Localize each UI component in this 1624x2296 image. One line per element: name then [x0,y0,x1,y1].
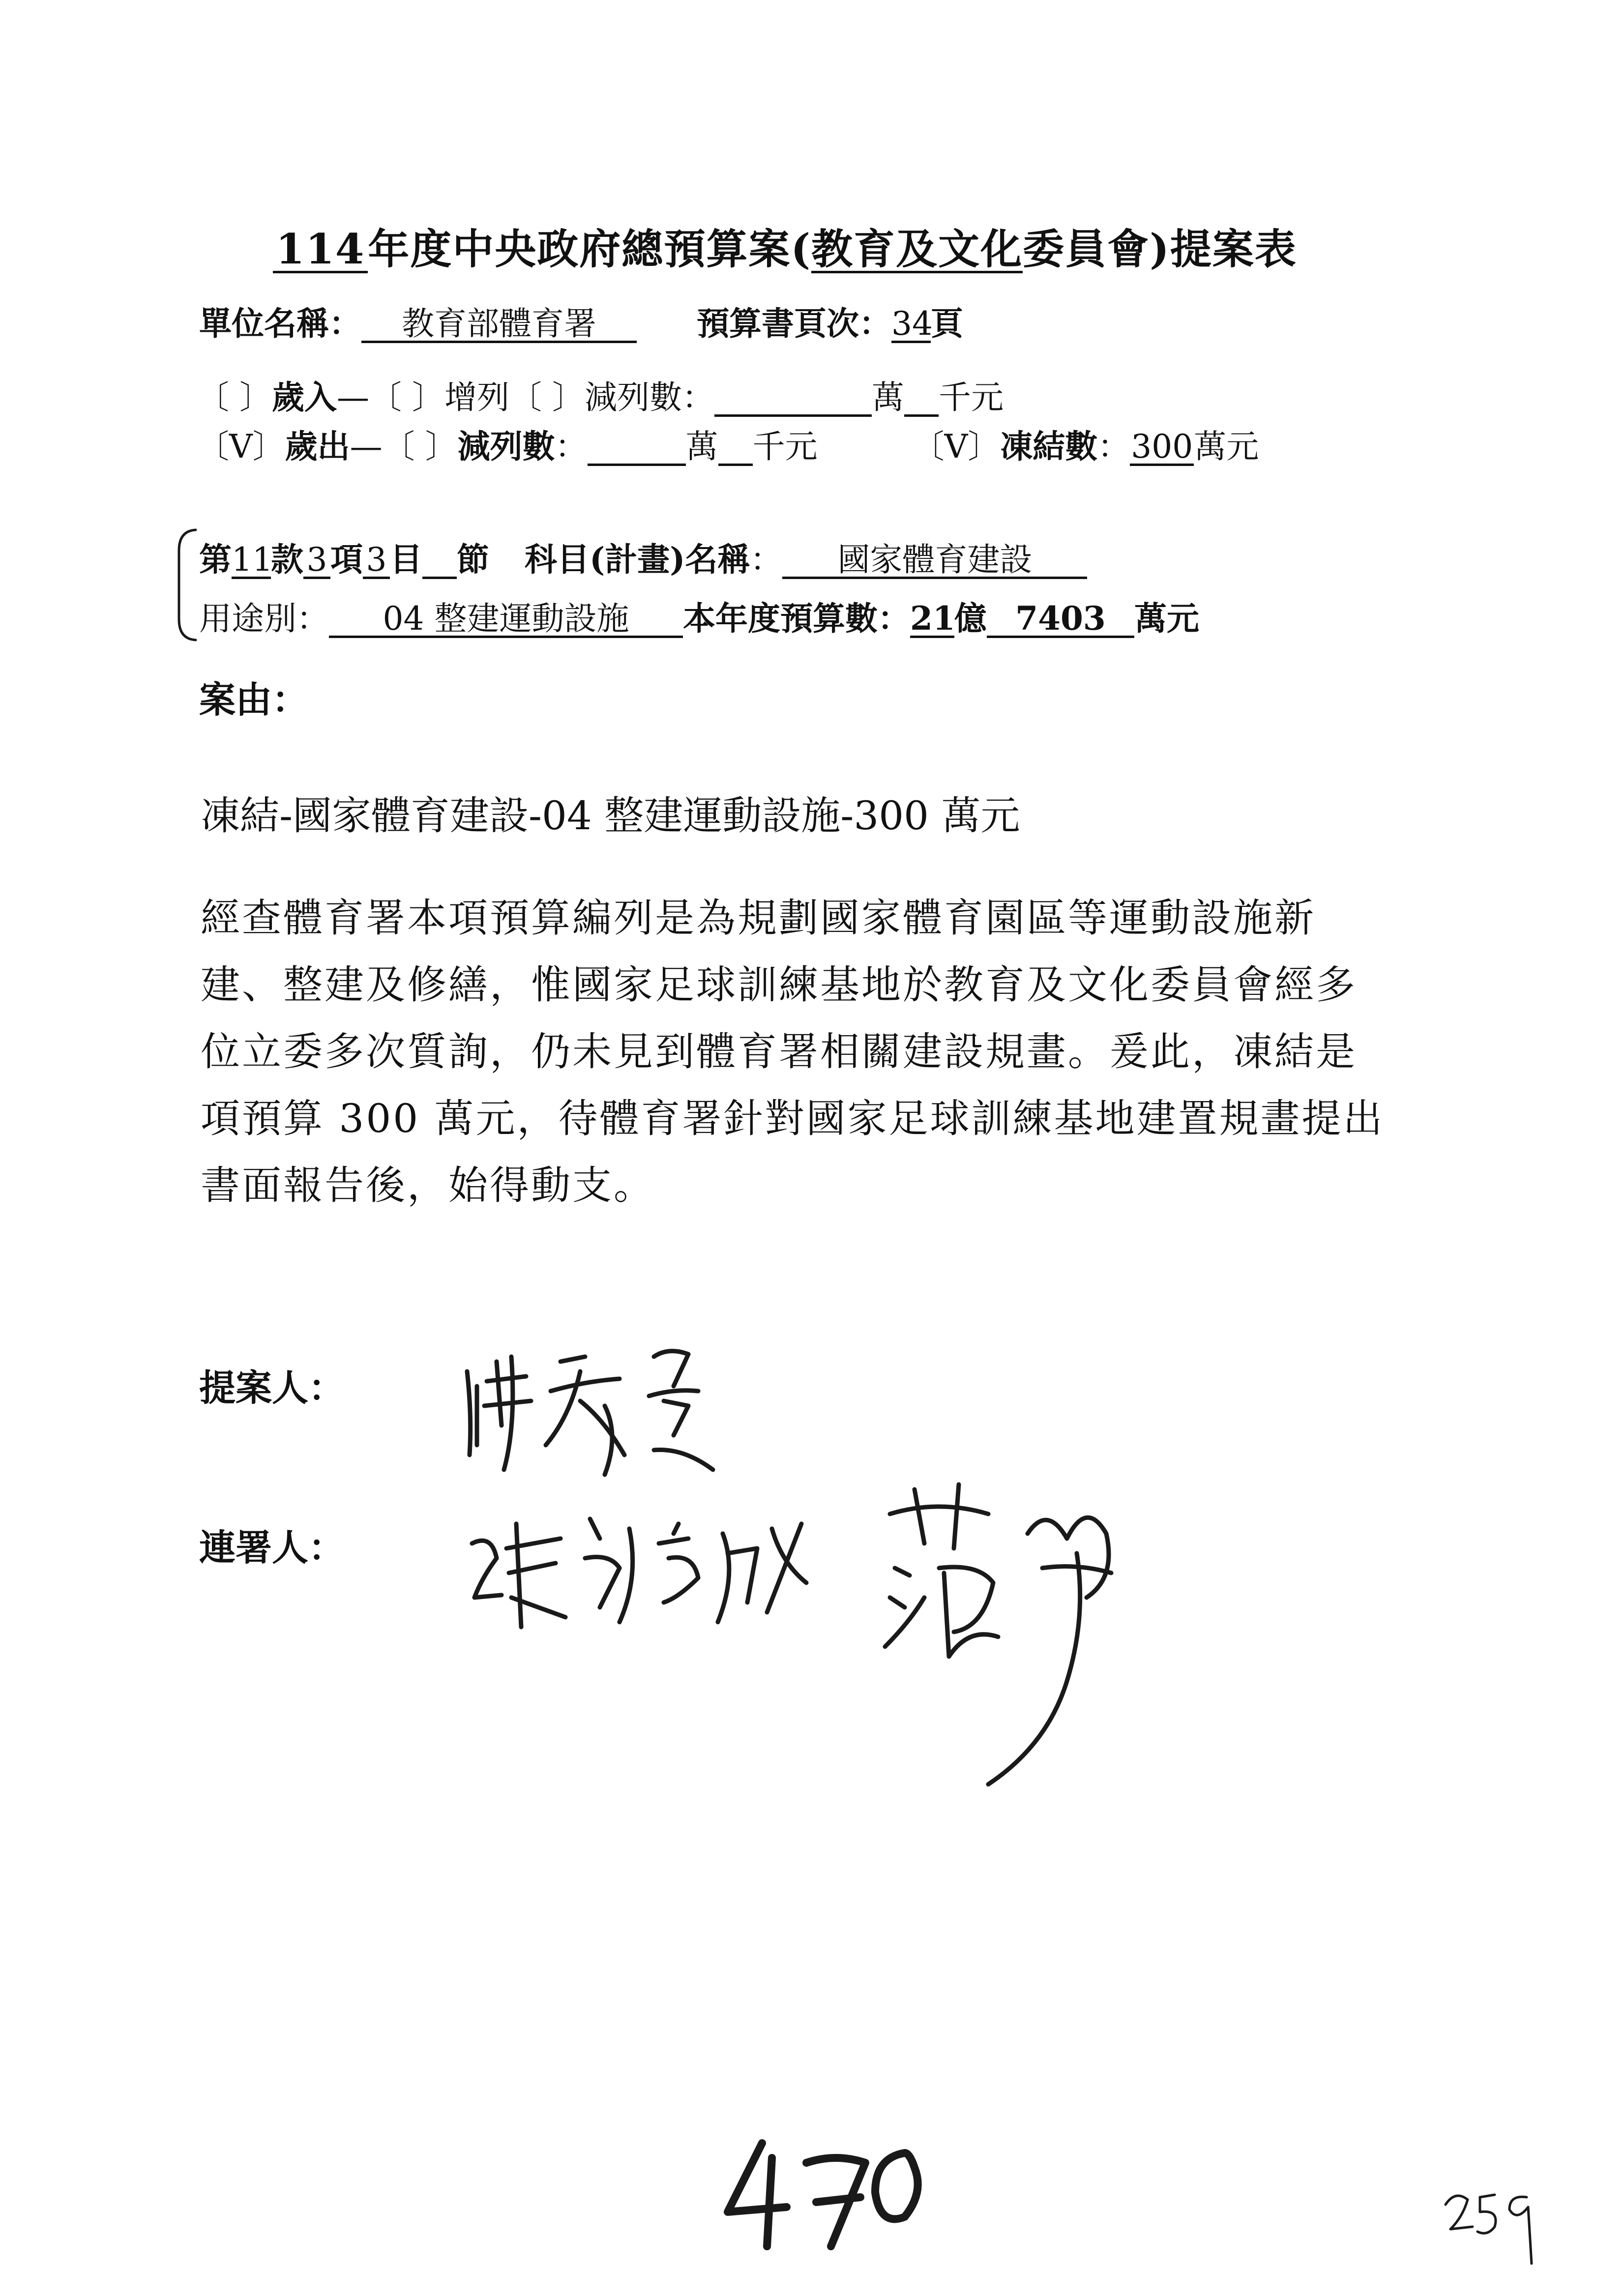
unit-value: 教育部體育署 [361,307,637,343]
expense-wan-blank [588,430,686,466]
subject-mu-no: 3 [363,543,390,579]
income-mark: 〔 〕 [197,378,272,416]
income-label: 歲入 [271,378,337,416]
expense-qian-blank [718,430,753,466]
page-value: 34 [891,305,933,343]
subject-xiang: 項 [330,540,363,579]
page-label: 預算書頁次： [696,304,891,343]
title-part1: 年度中央政府總預算案( [368,225,812,273]
handwritten-number [718,2133,934,2251]
proposer-label: 提案人： [199,1367,345,1409]
usage-label: 用途別： [199,600,329,638]
expense-reduce-mark: 〔 〕 [382,428,458,465]
freeze-label: 凍結數 [1000,427,1098,465]
expense-label: 歲出 [285,427,350,465]
expense-colon: ： [555,428,588,465]
income-reduce-label: 減列數： [584,378,714,416]
expense-wan: 萬 [685,428,718,465]
expense-mark: 〔V〕 [197,428,285,465]
page-suffix: 頁 [930,304,963,343]
cosigner-signature-2 [880,1470,1136,1814]
freeze-unit: 萬元 [1194,428,1259,465]
case-line: 凍結-國家體育建設-04 整建運動設施-300 萬元 [201,793,1020,839]
expense-dash: — [350,428,383,465]
usage-row [199,592,1199,639]
subject-mu: 目 [390,540,422,579]
subject-name-value: 國家體育建設 [782,543,1087,579]
income-row [197,371,1004,418]
subject-kuan-no: 11 [232,541,273,579]
budget-yi-value: 21 [910,599,955,638]
income-dash: — [336,378,369,416]
budget-label: 本年度預算數： [683,599,910,638]
income-wan-blank [714,380,872,417]
expense-qian: 千元 [752,428,818,465]
income-qian: 千元 [938,378,1004,416]
subject-jie: 節 [457,540,489,579]
corner-number [1441,2182,1539,2266]
subject-jie-blank [422,543,457,579]
expense-row [197,420,1259,467]
income-reduce-mark: 〔 〕 [509,378,585,416]
budget-wan-value: 7403 [987,602,1134,638]
cosigner-label: 連署人： [199,1527,345,1569]
title-committee: 教育及文化 [811,225,1023,273]
subject-row [199,533,1087,580]
subject-name-colon: ： [750,541,783,579]
title-year: 114 [273,228,368,273]
unit-row [199,297,963,344]
freeze-mark: 〔V〕 [912,428,1001,465]
subject-xiang-no: 3 [303,543,330,579]
cosigner-signature-1 [462,1504,846,1632]
income-add-label: 增列 [444,378,509,416]
expense-reduce-label: 減列數 [457,427,555,465]
freeze-colon: ： [1097,428,1130,465]
budget-wan: 萬元 [1134,599,1199,638]
subject-kuan: 款 [271,540,303,579]
title-part2: 委員會)提案表 [1023,225,1297,273]
income-wan: 萬 [871,378,904,416]
case-body: 經查體育署本項預算編列是為規劃國家體育園區等運動設施新建、整建及修繕，惟國家足球訓練基地於教育及文化委員會經多位立委多次質詢，仍未見到體育署相關建設規畫。爰此，凍結是項預算 300 萬元，待體育署針對國家足球訓練基地建置規畫提出書面報告後，始得動支。 [201,895,1385,1208]
unit-label: 單位名稱： [199,304,361,343]
subject-di: 第 [199,540,232,579]
proposer-signature [457,1327,762,1489]
subject-name-label: 科目(計畫)名稱 [524,540,750,579]
case-label: 案由： [199,679,308,721]
budget-yi: 億 [954,599,987,638]
income-qian-blank [904,380,939,417]
subject-bracket [172,526,202,644]
income-add-mark: 〔 〕 [369,378,444,416]
form-title [273,216,1297,276]
freeze-value: 300 [1130,430,1194,466]
usage-value: 04 整建運動設施 [329,602,683,638]
